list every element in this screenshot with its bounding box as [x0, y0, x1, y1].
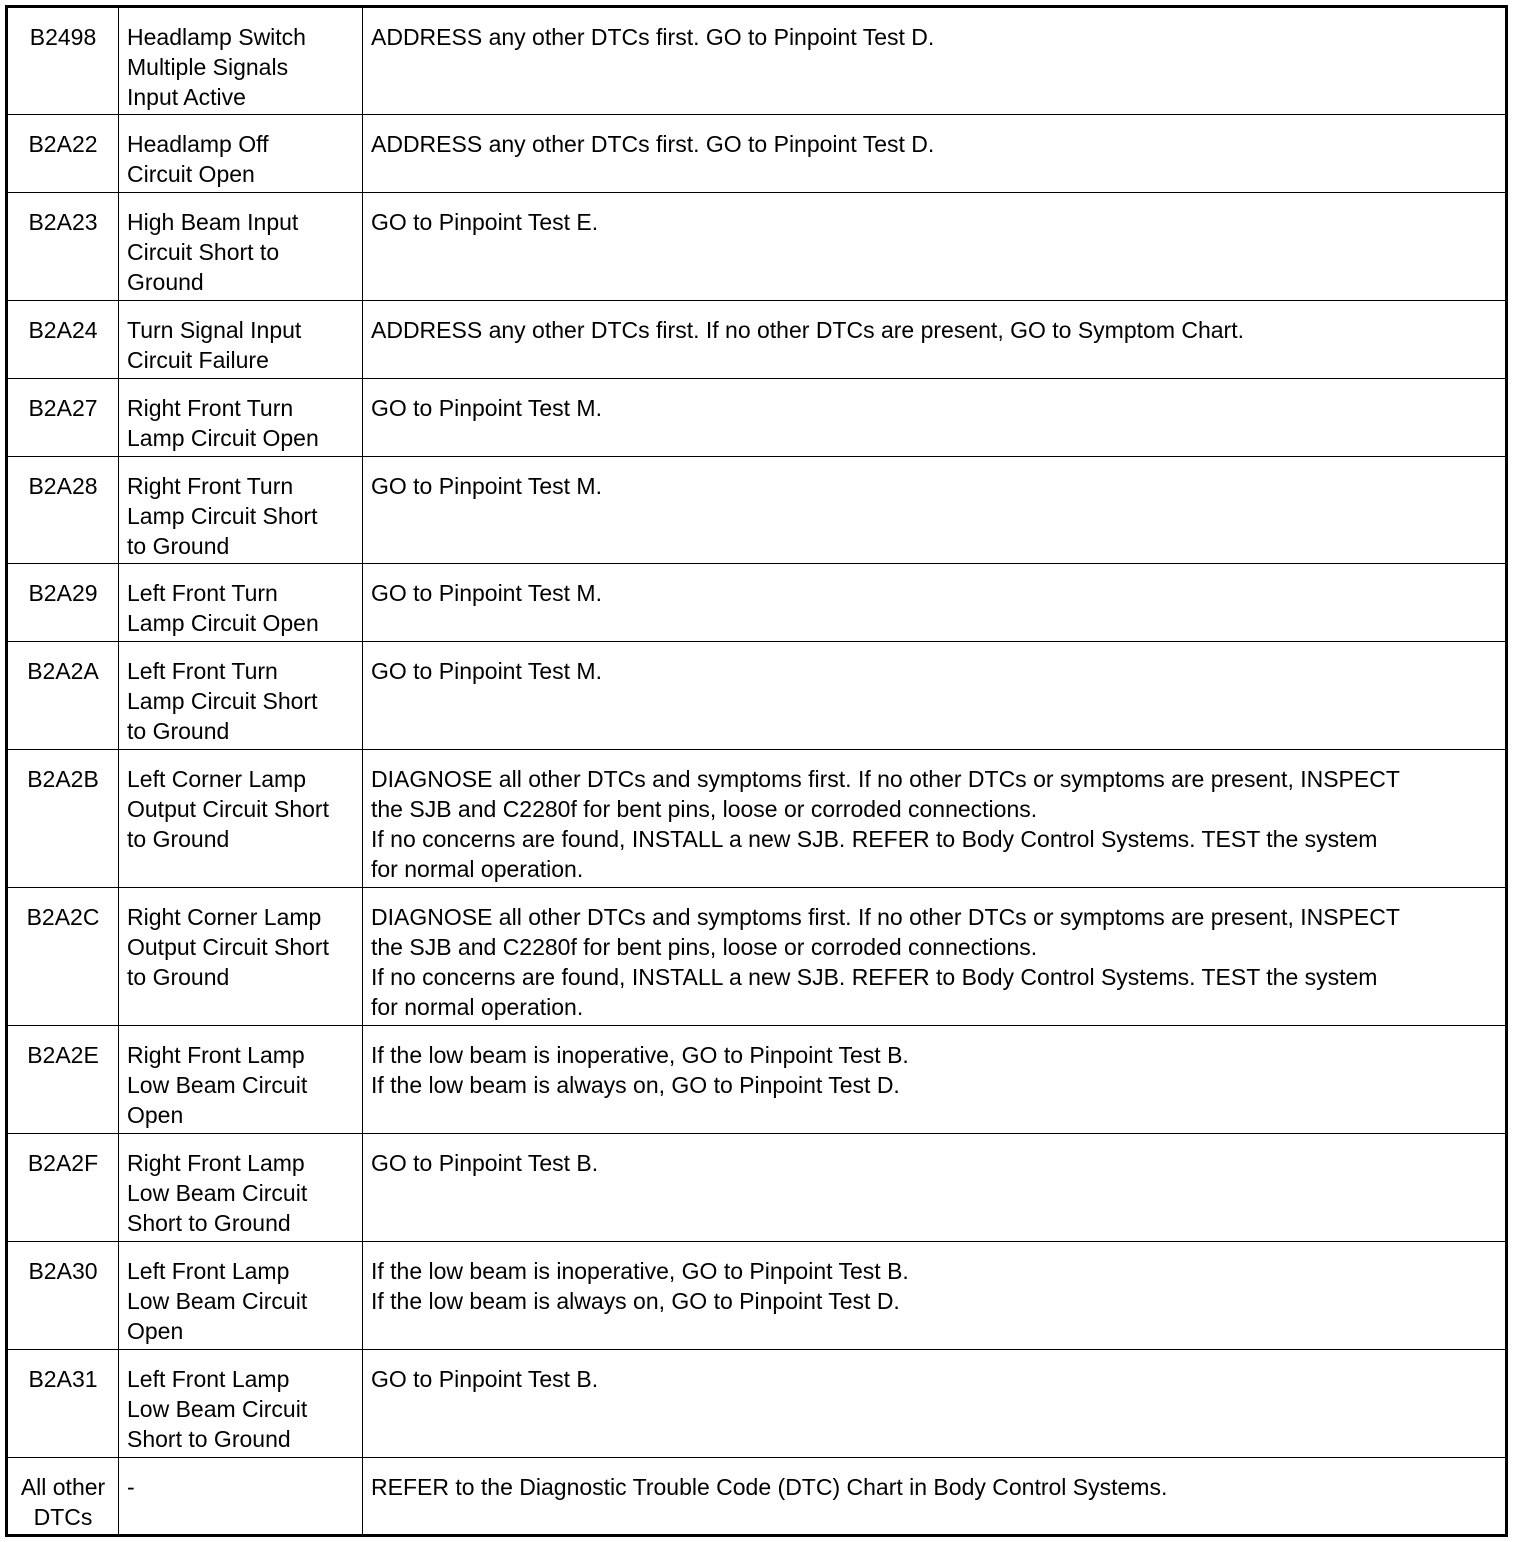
action-line: GO to Pinpoint Test M. — [371, 395, 602, 421]
dtc-description-line: Left Corner Lamp — [127, 766, 306, 792]
action-line: the SJB and C2280f for bent pins, loose or corroded connections. — [371, 934, 1038, 960]
action-line: DIAGNOSE all other DTCs and symptoms first. If no other DTCs or symptoms are present, INSPECT — [371, 766, 1400, 792]
dtc-description-line: to Ground — [127, 533, 230, 559]
dtc-description-line: Right Front Lamp — [127, 1042, 305, 1068]
dtc-description-line: Lamp Circuit Short — [127, 688, 318, 714]
dtc-code-cell — [7, 301, 119, 379]
dtc-description-line: Input Active — [127, 84, 246, 110]
dtc-code-cell — [7, 1242, 119, 1350]
table-row — [7, 1134, 1507, 1242]
dtc-description-line: Output Circuit Short — [127, 934, 329, 960]
dtc-code-line: B2A27 — [28, 395, 98, 421]
dtc-description-line: Headlamp Switch — [127, 24, 306, 50]
dtc-code-cell — [7, 1350, 119, 1458]
table-row — [7, 379, 1507, 457]
dtc-description-line: to Ground — [127, 964, 230, 990]
dtc-description-line: Right Corner Lamp — [127, 904, 322, 930]
action-line: If the low beam is inoperative, GO to Pinpoint Test B. — [371, 1042, 909, 1068]
dtc-description-line: Right Front Turn — [127, 473, 294, 499]
action-line: for normal operation. — [371, 994, 584, 1020]
dtc-description-line: High Beam Input — [127, 209, 299, 235]
action-line: REFER to the Diagnostic Trouble Code (DTC) Chart in Body Control Systems. — [371, 1474, 1168, 1500]
dtc-code-line: B2A29 — [28, 580, 98, 606]
action-line: If the low beam is always on, GO to Pinpoint Test D. — [371, 1072, 900, 1098]
dtc-description-cell — [119, 642, 363, 750]
dtc-code-line: B2A30 — [28, 1258, 98, 1284]
dtc-description-line: Output Circuit Short — [127, 796, 329, 822]
dtc-description-cell — [119, 193, 363, 301]
dtc-description-line: Headlamp Off — [127, 131, 269, 157]
action-cell — [363, 1458, 1507, 1536]
action-line: GO to Pinpoint Test B. — [371, 1150, 599, 1176]
dtc-code-line: DTCs — [33, 1504, 93, 1530]
action-line: DIAGNOSE all other DTCs and symptoms first. If no other DTCs or symptoms are present, INSPECT — [371, 904, 1400, 930]
table-row — [7, 750, 1507, 888]
dtc-description-line: Low Beam Circuit — [127, 1396, 308, 1422]
table-row — [7, 7, 1507, 115]
dtc-description-cell — [119, 457, 363, 564]
dtc-description-line: Left Front Lamp — [127, 1366, 290, 1392]
action-line: GO to Pinpoint Test E. — [371, 209, 599, 235]
dtc-description-line: Lamp Circuit Open — [127, 425, 319, 451]
action-line: GO to Pinpoint Test B. — [371, 1366, 599, 1392]
action-cell — [363, 1134, 1507, 1242]
dtc-description-line: Short to Ground — [127, 1210, 291, 1236]
table-row — [7, 193, 1507, 301]
action-cell — [363, 1026, 1507, 1134]
action-line: the SJB and C2280f for bent pins, loose or corroded connections. — [371, 796, 1038, 822]
action-line: If the low beam is always on, GO to Pinpoint Test D. — [371, 1288, 900, 1314]
dtc-code-cell — [7, 379, 119, 457]
dtc-description-cell — [119, 7, 363, 115]
dtc-code-cell — [7, 7, 119, 115]
dtc-code-line: B2A31 — [28, 1366, 98, 1392]
dtc-description-line: Right Front Turn — [127, 395, 294, 421]
dtc-code-cell — [7, 1134, 119, 1242]
dtc-description-line: Left Front Turn — [127, 580, 278, 606]
action-cell — [363, 888, 1507, 1026]
dtc-description-line: Circuit Failure — [127, 347, 269, 373]
dtc-code-line: B2A23 — [28, 209, 98, 235]
dtc-description-cell — [119, 1134, 363, 1242]
action-cell — [363, 750, 1507, 888]
dtc-code-line: B2A24 — [28, 317, 98, 343]
table-row — [7, 115, 1507, 193]
action-line: If no concerns are found, INSTALL a new SJB. REFER to Body Control Systems. TEST the system — [371, 964, 1378, 990]
dtc-code-line: B2A2F — [27, 1150, 99, 1176]
action-cell — [363, 115, 1507, 193]
dtc-table-body — [7, 7, 1507, 1536]
dtc-description-line: Left Front Turn — [127, 658, 278, 684]
action-line: If no concerns are found, INSTALL a new SJB. REFER to Body Control Systems. TEST the system — [371, 826, 1378, 852]
dtc-description-line: Low Beam Circuit — [127, 1180, 308, 1206]
dtc-description-cell — [119, 750, 363, 888]
dtc-table — [5, 5, 1508, 1537]
dtc-description-line: Low Beam Circuit — [127, 1288, 308, 1314]
dtc-description-line: Open — [127, 1102, 184, 1128]
action-line: ADDRESS any other DTCs first. If no other DTCs are present, GO to Symptom Chart. — [371, 317, 1245, 343]
dtc-description-line: Lamp Circuit Short — [127, 503, 318, 529]
dtc-description-line: Right Front Lamp — [127, 1150, 305, 1176]
dtc-description-cell — [119, 1350, 363, 1458]
action-cell — [363, 7, 1507, 115]
dtc-description-cell — [119, 564, 363, 642]
dtc-description-cell — [119, 379, 363, 457]
dtc-description-line: Left Front Lamp — [127, 1258, 290, 1284]
action-cell — [363, 379, 1507, 457]
dtc-description-cell — [119, 888, 363, 1026]
action-line: If the low beam is inoperative, GO to Pinpoint Test B. — [371, 1258, 909, 1284]
dtc-description-cell — [119, 1458, 363, 1536]
dtc-code-cell — [7, 193, 119, 301]
dtc-code-line: B2A28 — [28, 473, 98, 499]
dtc-description-line: to Ground — [127, 718, 230, 744]
action-line: for normal operation. — [371, 856, 584, 882]
dtc-description-line: - — [127, 1474, 135, 1500]
dtc-description-cell — [119, 1242, 363, 1350]
action-line: GO to Pinpoint Test M. — [371, 473, 602, 499]
dtc-description-line: Multiple Signals — [127, 54, 289, 80]
dtc-description-line: Circuit Open — [127, 161, 255, 187]
dtc-code-cell — [7, 457, 119, 564]
dtc-code-line: B2A22 — [28, 131, 98, 157]
dtc-code-cell — [7, 1458, 119, 1536]
table-row — [7, 642, 1507, 750]
action-cell — [363, 301, 1507, 379]
dtc-code-line: B2A2C — [26, 904, 100, 930]
dtc-description-line: Ground — [127, 269, 204, 295]
dtc-description-cell — [119, 1026, 363, 1134]
dtc-code-cell — [7, 888, 119, 1026]
dtc-description-line: Short to Ground — [127, 1426, 291, 1452]
dtc-description-line: Low Beam Circuit — [127, 1072, 308, 1098]
action-line: ADDRESS any other DTCs first. GO to Pinpoint Test D. — [371, 131, 935, 157]
table-row — [7, 564, 1507, 642]
dtc-code-cell — [7, 642, 119, 750]
action-cell — [363, 642, 1507, 750]
action-cell — [363, 564, 1507, 642]
table-row — [7, 1350, 1507, 1458]
table-row — [7, 1458, 1507, 1536]
action-line: GO to Pinpoint Test M. — [371, 658, 602, 684]
table-row — [7, 888, 1507, 1026]
table-row — [7, 1026, 1507, 1134]
action-cell — [363, 193, 1507, 301]
dtc-code-line: B2A2E — [27, 1042, 99, 1068]
dtc-description-line: Circuit Short to — [127, 239, 280, 265]
dtc-description-line: Turn Signal Input — [127, 317, 302, 343]
table-row — [7, 457, 1507, 564]
dtc-code-cell — [7, 564, 119, 642]
dtc-description-line: to Ground — [127, 826, 230, 852]
action-cell — [363, 457, 1507, 564]
action-cell — [363, 1350, 1507, 1458]
dtc-code-line: B2A2B — [27, 766, 99, 792]
dtc-code-cell — [7, 1026, 119, 1134]
dtc-code-line: All other — [20, 1474, 106, 1500]
dtc-description-cell — [119, 115, 363, 193]
table-row — [7, 301, 1507, 379]
dtc-code-line: B2A2A — [27, 658, 99, 684]
action-line: ADDRESS any other DTCs first. GO to Pinpoint Test D. — [371, 24, 935, 50]
dtc-description-cell — [119, 301, 363, 379]
dtc-code-cell — [7, 750, 119, 888]
dtc-description-line: Lamp Circuit Open — [127, 610, 319, 636]
action-cell — [363, 1242, 1507, 1350]
table-row — [7, 1242, 1507, 1350]
dtc-description-line: Open — [127, 1318, 184, 1344]
dtc-code-cell — [7, 115, 119, 193]
dtc-code-line: B2498 — [29, 24, 97, 50]
action-line: GO to Pinpoint Test M. — [371, 580, 602, 606]
